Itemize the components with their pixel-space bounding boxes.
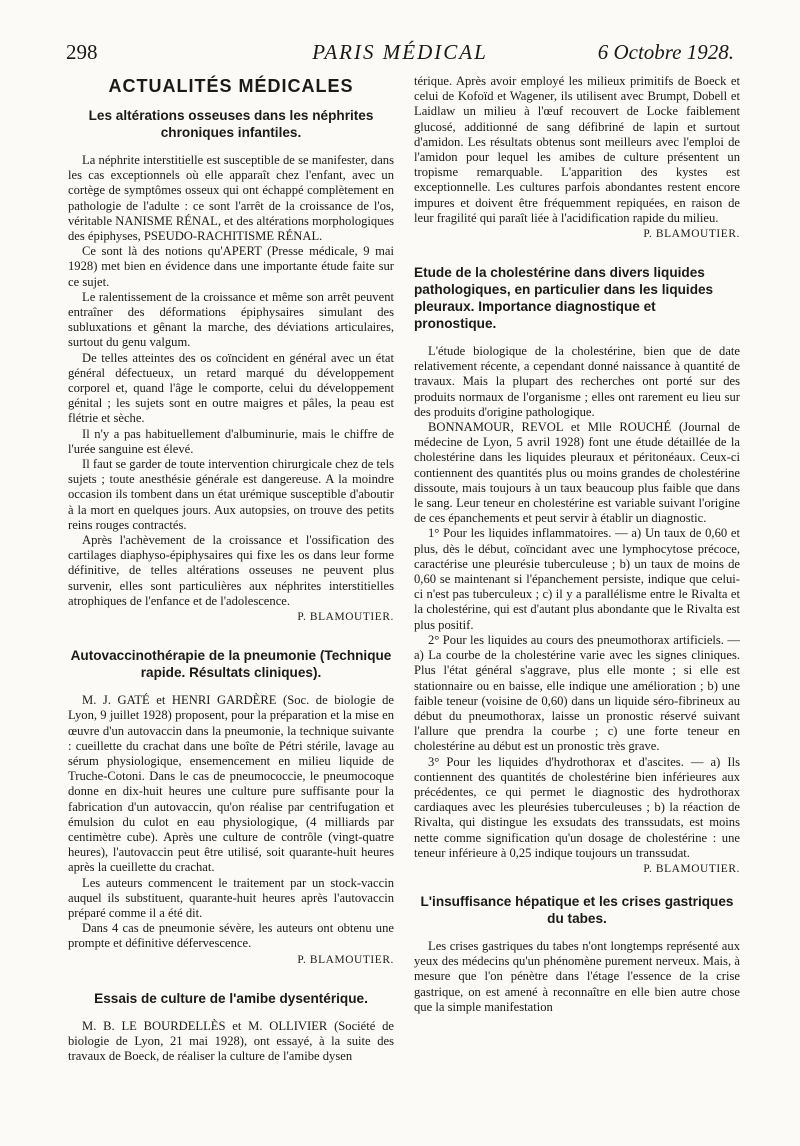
paragraph: L'étude biologique de la cholestérine, bien que de date relativement récente, a cependant donné naissance à quantité de travaux. Mais la plupart des recherches ont porté sur des produits normaux de l'organisme ; elles ont rarement eu lieu sur des produits d'origine pathologique. [414,344,740,419]
article-cholesterine [414,264,740,875]
paragraph: Les crises gastriques du tabes n'ont longtemps représenté aux yeux des médecins qu'un phénomène purement nerveux. Mais, à mesure que l'on pénètre dans l'étage l'essence de la crise gastrique, on est amené à reconnaître en elle bien autre chose que la simple manifestation [414,938,740,1014]
paragraph: BONNAMOUR, REVOL et Mlle ROUCHÉ (Journal de médecine de Lyon, 5 avril 1928) font une étude détaillée de la cholestérine dans les liquides pleuraux et péritonéaux. Ceux-ci contiennent des quantités plus ou moins grandes de cholestérine dissoute, mais toujours à un taux beaucoup plus faible que dans le sang. Leur teneur en cholestérine est variable suivant l'origine de ces épanchements et peut servir à établir un diagnostic. [414,420,740,526]
paragraph: Les auteurs commencent le traitement par un stock-vaccin auquel ils substituent, quarante-huit heures après l'autovaccin préparé comme il a été dit. [68,875,394,920]
article-title: L'insuffisance hépatique et les crises gastriques du tabes. [420,893,734,926]
paragraph: La néphrite interstitielle est susceptible de se manifester, dans les cas exceptionnels où elle apparaît chez l'enfant, avec un cortège de symptômes osseux qui ont échappé complètement en pathologie de l'adulte : ce sont l'arrêt de la croissance de l'os, véritable NANISME RÉNAL, et des altérations morphologiques des épiphyses, PSEUDO-RACHITISME RÉNAL. [68,153,394,244]
paragraph: Ce sont là des notions qu'APERT (Presse médicale, 9 mai 1928) met bien en évidence dans une importante étude faite sur ce sujet. [68,244,394,289]
left-column [68,74,394,1064]
issue-date: 6 Octobre 1928. [597,40,734,64]
signature: P. BLAMOUTIER. [643,862,740,875]
article-title: Essais de culture de l'amibe dysentérique. [94,990,368,1006]
paragraph: Dans 4 cas de pneumonie sévère, les auteurs ont obtenu une prompte et définitive défervescence. [68,921,394,951]
paragraph: M. J. GATÉ et HENRI GARDÈRE (Soc. de biologie de Lyon, 9 juillet 1928) proposent, pour la préparation et la mise en œuvre d'un autovaccin dans la pneumonie, la technique suivante : cueillette du crachat dans une boîte de Pétri stérile, lavage au sérum physiologique, ensemencement en milieu liquide de Truche-Cotoni. Dans le cas de pneumococcie, le pneumocoque donne en dix-huit heures une culture pure suffisante pour la fabrication d'un autovaccin, qu'on réalise par centrifugation et émulsion du culot en eau physiologique, (4 milliards par centimètre cube). Après une culture de contrôle (vingt-quatre heures), l'autovaccin peut être utilisé, soit quarante-huit heures après la cueillette du crachat. [68,693,394,875]
article-nephrites [68,107,394,623]
signature: P. BLAMOUTIER. [297,953,394,966]
article-title: Etude de la cholestérine dans divers liquides pathologiques, en particulier dans les liquides pleuraux. Importance diagnostique et pronostique. [414,265,714,332]
paragraph: 2° Pour les liquides au cours des pneumothorax artificiels. — a) La courbe de la cholestérine varie avec les signes cliniques. Plus l'état général s'aggrave, plus elle monte ; si elle est stationnaire ou en baisse, elle indique une amélioration ; b) une faible teneur (voisine de 0,60) dans un liquide séro-fibrineux au début du pneumothorax, laisse un pronostic réservé suivant l'allure que prendra la courbe ; c) une forte teneur en cholestérine au début est un pronostic très grave. [414,632,740,754]
signature: P. BLAMOUTIER. [297,611,394,624]
journal-title: PARIS MÉDICAL [312,40,488,64]
page-number: 298 [66,40,98,64]
paragraph: 1° Pour les liquides inflammatoires. — a) Un taux de 0,60 et plus, dès le début, coïncidant avec une lymphocytose précoce, caractérise une pleurésie tuberculeuse ; b) un taux de moins de 0,60 se maintenant si l'épanchement persiste, indique que celui-ci n'est pas tuberculeux ; c) il y a parallélisme entre le Rivalta et la cholestérine, qui est d'autant plus abondante que le Rivalta est plus positif. [414,526,740,632]
paragraph: Il n'y a pas habituellement d'albuminurie, mais le chiffre de l'urée sanguine est élevé. [68,426,394,456]
running-header [66,40,734,74]
article-amibe-continued [414,74,740,240]
signature: P. BLAMOUTIER. [643,228,740,241]
right-column [414,74,740,1015]
paragraph: Après l'achèvement de la croissance et l'ossification des cartilages diaphyso-épiphysaires qui fixe les os dans leur forme définitive, de telles altérations osseuses ne peuvent plus survenir, elles sont particulières aux néphrites interstitielles atrophiques de l'enfance et de l'adolescence. [68,533,394,608]
article-amibe [68,990,394,1065]
article-tabes [414,893,740,1015]
paragraph: térique. Après avoir employé les milieux primitifs de Boeck et celui de Kofoïd et Wagener, ils utilisent avec Brumpt, Dobell et Laidlaw un milieu à l'œuf recouvert de Locke faiblement glucosé, additionné de sang défibriné de lapin et surtout d'amidon. Les résultats obtenus sont meilleurs avec l'emploi de l'amidon pour lequel les amibes de culture présentent un tropisme remarquable. L'apparition des kystes est exceptionnelle. Les cultures parfois abondantes restent encore impures et doivent être fréquemment repiquées, en raison de leur fragilité qui paraît liée à l'acidification rapide du milieu. [414,74,740,225]
article-title: Les altérations osseuses dans les néphrites chroniques infantiles. [88,108,374,140]
paragraph: Il faut se garder de toute intervention chirurgicale chez de tels sujets ; toute anesthésie générale est dangereuse. A la moindre occasion ils tombent dans un état urémique susceptible d'aboutir à la mort en quelques jours. Aux autopsies, on trouve des petits reins rouges contractés. [68,457,394,532]
paragraph: 3° Pour les liquides d'hydrothorax et d'ascites. — a) Ils contiennent des quantités de cholestérine bien inférieures aux précédentes, ce qui permet le diagnostic des hydrothorax cardiaques avec les pleurésies tuberculeuses ; b) la réaction de Rivalta, qui distingue les exsudats des transsudats, est moins nette comme signification qu'un dosage de cholestérine : une teneur inférieure à 0,25 indique toujours un transsudat. [414,754,740,860]
paragraph: Le ralentissement de la croissance et même son arrêt peuvent entraîner des déformations épiphysaires simulant des subluxations et gênant la marche, des déviations articulaires, surtout du genu valgum. [68,289,394,350]
section-title: ACTUALITÉS MÉDICALES [108,76,354,96]
article-autovaccin [68,647,394,965]
paragraph: M. B. LE BOURDELLÈS et M. OLLIVIER (Société de biologie de Lyon, 21 mai 1928), ont essayé, à la suite des travaux de Boeck, de réaliser la culture de l'amibe dysen [68,1018,394,1063]
article-title: Autovaccinothérapie de la pneumonie (Technique rapide. Résultats cliniques). [70,648,392,681]
paragraph: De telles atteintes des os coïncident en général avec un état général défectueux, un retard marqué du développement corporel et, quand l'âge le comporte, celui du développement génital ; les sujets sont en outre maigres et pâles, la peau est flétrie et sèche. [68,350,394,426]
